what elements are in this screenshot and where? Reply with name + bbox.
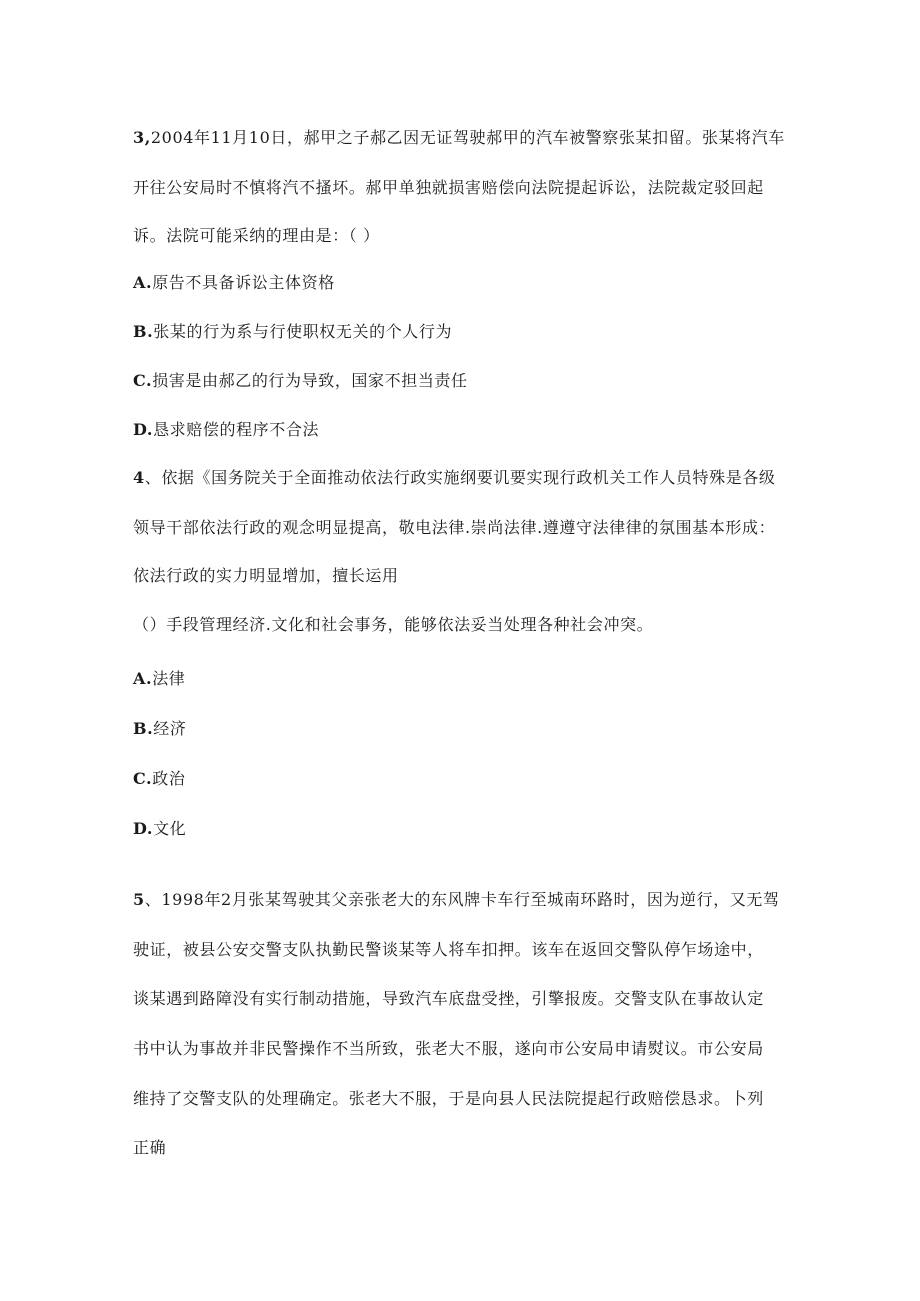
q4-stem-line-4: （）手段管理经济.文化和社会事务，能够依法妥当处理各种社会冲突。 — [133, 615, 654, 634]
q4-stem-line-1: 4、依据《国务院关于全面推动依法行政实施纲要讥要实现行政机关工作人员特殊是各级 — [133, 468, 776, 487]
q3-stem-line-3: 诉。法院可能采纳的理由是：（ ） — [133, 226, 380, 245]
q5-stem-line-5: 维持了交警支队的处理确定。张老大不服，于是向县人民法院提起行政赔偿恳求。卜列 — [133, 1089, 764, 1108]
q5-stem-line-4: 书中认为事故并非民警操作不当所致，张老大不服，遂向市公安局申请熨议。市公安局 — [133, 1039, 764, 1058]
q3-option-a: A.原告不具备诉讼主体资格 — [133, 273, 335, 292]
q4-option-c: C.政治 — [133, 769, 186, 788]
q3-stem-line-1: 3,2004年11月10日，郝甲之子郝乙因无证驾驶郝甲的汽车被警察张某扣留。张某将汽车 — [133, 128, 785, 147]
q5-number: 5 — [133, 890, 145, 909]
q3-option-b: B.张某的行为系与行使职权无关的个人行为 — [133, 322, 453, 341]
q5-stem-line-6: 正确 — [133, 1138, 167, 1157]
q5-stem-line-3: 谈某遇到路障没有实行制动措施，导致汽车底盘受挫，引擎报废。交警支队在事故认定 — [133, 989, 764, 1008]
q3-stem-line-2: 开往公安局时不慎将汽不搔坏。郝甲单独就损害赔偿向法院提起诉讼，法院裁定驳回起 — [133, 178, 764, 197]
q3-number: 3, — [133, 128, 151, 147]
q5-stem-line-1: 5、1998年2月张某驾驶其父亲张老大的东风牌卡车行至城南环路时，因为逆行，又无驾 — [133, 890, 780, 909]
q4-stem-line-2: 领导干部依法行政的观念明显提高，敬电法律.崇尚法律.遵遵守法律律的氛围基本形成： — [133, 518, 776, 537]
q3-option-d: D.恳求赔偿的程序不合法 — [133, 420, 320, 439]
q4-stem-line-3: 依法行政的实力明显增加，擅长运用 — [133, 566, 399, 585]
q3-option-c: C.损害是由郝乙的行为导致，国家不担当责任 — [133, 371, 468, 390]
q4-option-a: A.法律 — [133, 669, 186, 688]
q5-stem-line-2: 驶证，被县公安交警支队执勤民警谈某等人将车扣押。该车在返回交警队停乍场途中， — [133, 940, 764, 959]
q4-option-b: B.经济 — [133, 719, 187, 738]
q4-option-d: D.文化 — [133, 819, 187, 838]
q4-number: 4 — [133, 468, 145, 487]
